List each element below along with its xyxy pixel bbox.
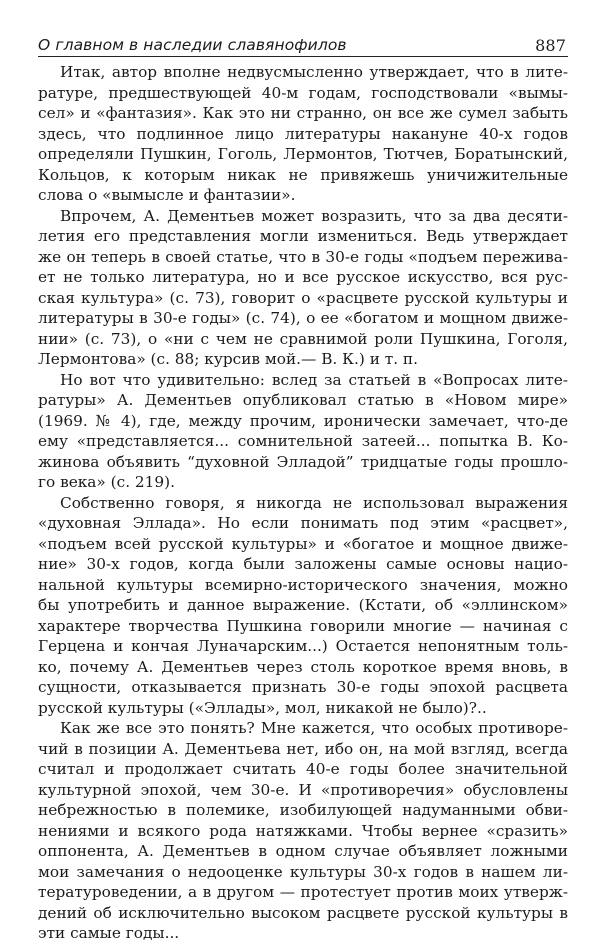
text-line: характере творчества Пушкина говорили многие — начиная с xyxy=(38,616,568,635)
body-text xyxy=(38,62,568,944)
text-line: Герцена и кончая Луначарским...) Остается непонятным толь- xyxy=(38,637,568,655)
text-line: бы употребить и данное выражение. (Кстати, об «эллинском» xyxy=(38,596,568,614)
running-title: О главном в наследии славянофилов xyxy=(38,36,347,54)
text-line: летия его представления могли измениться. Ведь утверждает xyxy=(38,227,568,245)
running-head xyxy=(38,30,568,54)
text-line: нениями и всякого рода натяжками. Чтобы вернее «сразить» xyxy=(38,821,568,840)
text-line: го века» (с. 219). xyxy=(38,473,175,491)
text-line: ет не только литература, но и все русское искусство, вся рус- xyxy=(38,268,568,286)
text-line: ему «представляется... сомнительной затеей... попытка В. Ко- xyxy=(38,432,568,450)
text-line: небрежностью в полемике, изобилующей надуманными обви- xyxy=(38,801,568,819)
text-line: Лермонтова» (с. 88; курсив мой.— В. К.) и т. п. xyxy=(38,350,418,368)
text-line: сел» и «фантазия». Как это ни странно, он все же сумел забыть xyxy=(38,104,568,122)
text-line: эти самые годы... xyxy=(38,924,180,942)
text-line: Итак, автор вполне недвусмысленно утверждает, что в лите- xyxy=(60,63,568,81)
text-line: жинова объявить “духовной Элладой” тридцатые годы прошло- xyxy=(38,452,568,471)
text-line: (1969. № 4), где, между прочим, иронически замечает, что-де xyxy=(38,411,568,430)
text-line: Собственно говоря, я никогда не использовал выражения xyxy=(60,493,568,512)
text-line: Как же все это понять? Мне кажется, что особых противоре- xyxy=(60,719,568,737)
text-line: ская культура» (с. 73), говорит о «расцвете русской культуры и xyxy=(38,288,568,307)
text-line: дений об исключительно высоком расцвете русской культуры в xyxy=(38,903,568,922)
text-line: культурной эпохой, чем 30-е. И «противоречия» обусловлены xyxy=(38,780,568,799)
text-line: ние» 30-х годов, когда были заложены самые основы нацио- xyxy=(38,555,568,573)
text-line: ратуры» А. Дементьев опубликовал статью в «Новом мире» xyxy=(38,391,568,409)
text-line: чий в позиции А. Дементьева нет, ибо он, на мой взгляд, всегда xyxy=(38,739,568,758)
header-rule xyxy=(38,56,568,57)
text-line: слова о «вымысле и фантазии». xyxy=(38,186,296,204)
text-line: мои замечания о недооценке культуры 30-х годов в нашем ли- xyxy=(38,862,568,881)
text-line: «духовная Эллада». Но если понимать под этим «расцвет», xyxy=(38,514,568,532)
text-line: ратуре, предшествующей 40-м годам, господствовали «вымы- xyxy=(38,83,568,102)
text-line: русской культуры («Эллады», мол, никакой не было)?.. xyxy=(38,698,487,717)
text-line: Кольцов, к которым никак не привяжешь уничижительные xyxy=(38,165,568,184)
text-line: же он теперь в своей статье, что в 30-е годы «подъем пережива- xyxy=(38,247,568,266)
text-line: Но вот что удивительно: вслед за статьей в «Вопросах лите- xyxy=(60,370,568,389)
text-line: Впрочем, А. Дементьев может возразить, что за два десяти- xyxy=(60,206,568,225)
text-line: ко, почему А. Дементьев через столь короткое время вновь, в xyxy=(38,657,568,676)
page-number: 887 xyxy=(535,36,566,55)
text-line: оппонента, А. Дементьев в одном случае объявляет ложными xyxy=(38,842,568,860)
text-line: определяли Пушкин, Гоголь, Лермонтов, Тютчев, Боратынский, xyxy=(38,145,568,163)
text-line: здесь, что подлинное лицо литературы накануне 40-х годов xyxy=(38,124,568,143)
text-line: нальной культуры всемирно-исторического значения, можно xyxy=(38,575,568,594)
text-line: считал и продолжает считать 40-е годы более значительной xyxy=(38,760,568,778)
text-line: сущности, отказывается признать 30-е годы эпохой расцвета xyxy=(38,678,568,696)
text-line: литературы в 30-е годы» (с. 74), о ее «богатом и мощном движе- xyxy=(38,309,568,327)
text-line: «подъем всей русской культуры» и «богатое и мощное движе- xyxy=(38,534,568,553)
text-line: тературоведении, а в другом — протестует против моих утверж- xyxy=(38,883,568,901)
text-line: нии» (с. 73), о «ни с чем не сравнимой роли Пушкина, Гоголя, xyxy=(38,329,568,348)
